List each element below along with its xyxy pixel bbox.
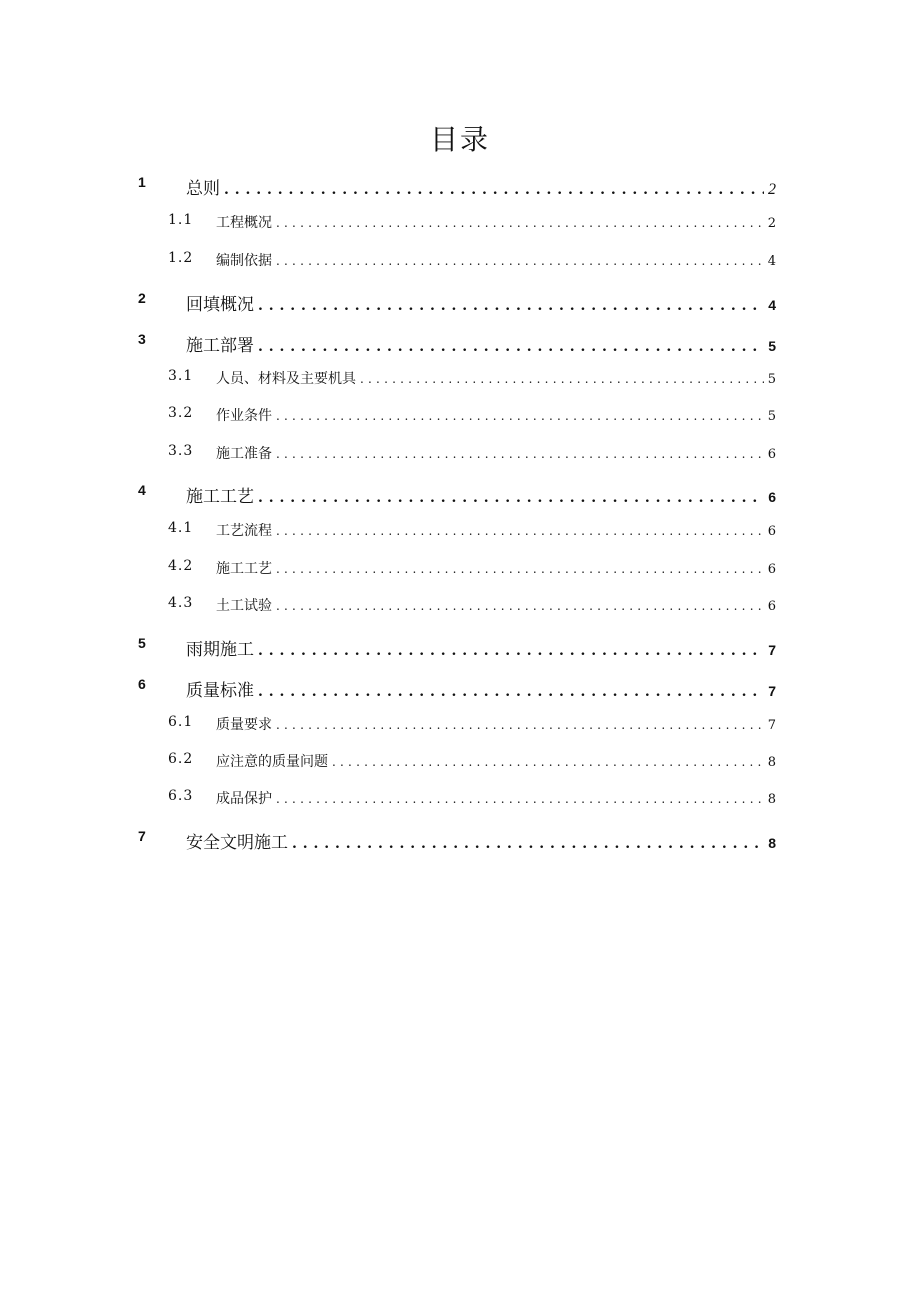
- dot-leader: [276, 524, 764, 538]
- toc-entry-title: 土工试验: [216, 598, 272, 614]
- toc-entry-page-number: 8: [767, 755, 776, 770]
- toc-entry-title: 施工部署: [186, 336, 254, 356]
- toc-entry[interactable]: [0, 676, 920, 701]
- toc-entry-page-number: 5: [768, 338, 776, 354]
- toc-entry-number: 6.2: [168, 751, 194, 767]
- toc-entry-page-number: 7: [768, 683, 776, 699]
- toc-entry-number: 6: [138, 676, 146, 692]
- dot-leader: [332, 755, 764, 769]
- toc-entry[interactable]: [0, 174, 920, 199]
- toc-entry-page-number: 5: [767, 372, 776, 387]
- toc-entry[interactable]: [0, 828, 920, 853]
- dot-leader: [258, 684, 764, 700]
- toc-entry[interactable]: [0, 558, 920, 578]
- toc-entry-page-number: 7: [767, 718, 776, 733]
- toc-entry-number: 4.3: [168, 595, 194, 611]
- toc-entry-page-number: 8: [768, 835, 776, 851]
- toc-entry-page-number: 5: [767, 409, 776, 424]
- toc-entry-title: 安全文明施工: [186, 833, 288, 853]
- toc-entry[interactable]: [0, 250, 920, 270]
- toc-entry-title: 应注意的质量问题: [216, 754, 328, 770]
- toc-entry[interactable]: [0, 595, 920, 615]
- toc-entry-number: 1.2: [168, 250, 194, 266]
- toc-entry-number: 1.1: [168, 212, 194, 228]
- dot-leader: [276, 792, 764, 806]
- toc-entry-page-number: 6: [767, 562, 776, 577]
- toc-entry-title: 施工工艺: [186, 487, 254, 507]
- toc-entry-number: 2: [138, 290, 146, 306]
- toc-entry-title: 工艺流程: [216, 523, 272, 539]
- dot-leader: [276, 216, 764, 230]
- dot-leader: [224, 182, 764, 198]
- toc-entry-title: 质量标准: [186, 681, 254, 701]
- toc-entry-page-number: 2: [767, 216, 776, 231]
- toc-entry-number: 3: [138, 331, 146, 347]
- toc-entry-number: 6.1: [168, 714, 194, 730]
- toc-entry-title: 雨期施工: [186, 640, 254, 660]
- toc-entry[interactable]: [0, 405, 920, 425]
- dot-leader: [292, 836, 764, 852]
- toc-entry-page-number: 6: [768, 489, 776, 505]
- toc-entry-page-number: 4: [767, 254, 776, 269]
- toc-entry[interactable]: [0, 788, 920, 808]
- toc-entry[interactable]: [0, 751, 920, 771]
- dot-leader: [276, 562, 764, 576]
- toc-entry[interactable]: [0, 714, 920, 734]
- toc-entry-title: 总则: [186, 179, 220, 199]
- toc-entry-number: 7: [138, 828, 146, 844]
- toc-entry-number: 3.2: [168, 405, 194, 421]
- toc-entry-title: 编制依据: [216, 253, 272, 269]
- toc-entry-page-number: 7: [768, 642, 776, 658]
- toc-entry[interactable]: [0, 368, 920, 388]
- toc-entry-title: 回填概况: [186, 295, 254, 315]
- toc-entry-page-number: 6: [767, 447, 776, 462]
- toc-entry-number: 4.2: [168, 558, 194, 574]
- dot-leader: [276, 409, 764, 423]
- toc-entry[interactable]: [0, 331, 920, 356]
- dot-leader: [360, 372, 764, 386]
- toc-entry-page-number: 2: [768, 181, 776, 198]
- toc-entry-page-number: 6: [767, 599, 776, 614]
- toc-entry-page-number: 8: [767, 792, 776, 807]
- toc-entry-title: 施工工艺: [216, 561, 272, 577]
- toc-entry-title: 作业条件: [216, 408, 272, 424]
- dot-leader: [276, 718, 764, 732]
- toc-entry-number: 5: [138, 635, 146, 651]
- toc-entry-number: 3.1: [168, 368, 194, 384]
- dot-leader: [276, 447, 764, 461]
- toc-entry[interactable]: [0, 635, 920, 660]
- dot-leader: [276, 599, 764, 613]
- toc-entry[interactable]: [0, 482, 920, 507]
- toc-entry-number: 6.3: [168, 788, 194, 804]
- dot-leader: [258, 298, 764, 314]
- dot-leader: [276, 254, 764, 268]
- toc-entry[interactable]: [0, 443, 920, 463]
- toc-entry-number: 1: [138, 174, 146, 190]
- page-title: 目录: [429, 123, 490, 156]
- toc-entry[interactable]: [0, 212, 920, 232]
- toc-entry[interactable]: [0, 520, 920, 540]
- toc-entry-page-number: 6: [767, 524, 776, 539]
- toc-entry-title: 质量要求: [216, 717, 272, 733]
- dot-leader: [258, 643, 764, 659]
- toc-entry-page-number: 4: [768, 297, 776, 313]
- dot-leader: [258, 490, 764, 506]
- toc-entry-number: 3.3: [168, 443, 194, 459]
- dot-leader: [258, 339, 764, 355]
- toc-entry-title: 成品保护: [216, 791, 272, 807]
- toc-entry-title: 工程概况: [216, 215, 272, 231]
- toc-entry-number: 4.1: [168, 520, 194, 536]
- toc-entry[interactable]: [0, 290, 920, 315]
- toc-entry-number: 4: [138, 482, 146, 498]
- toc-entry-title: 人员、材料及主要机具: [216, 371, 356, 387]
- toc-entry-title: 施工准备: [216, 446, 272, 462]
